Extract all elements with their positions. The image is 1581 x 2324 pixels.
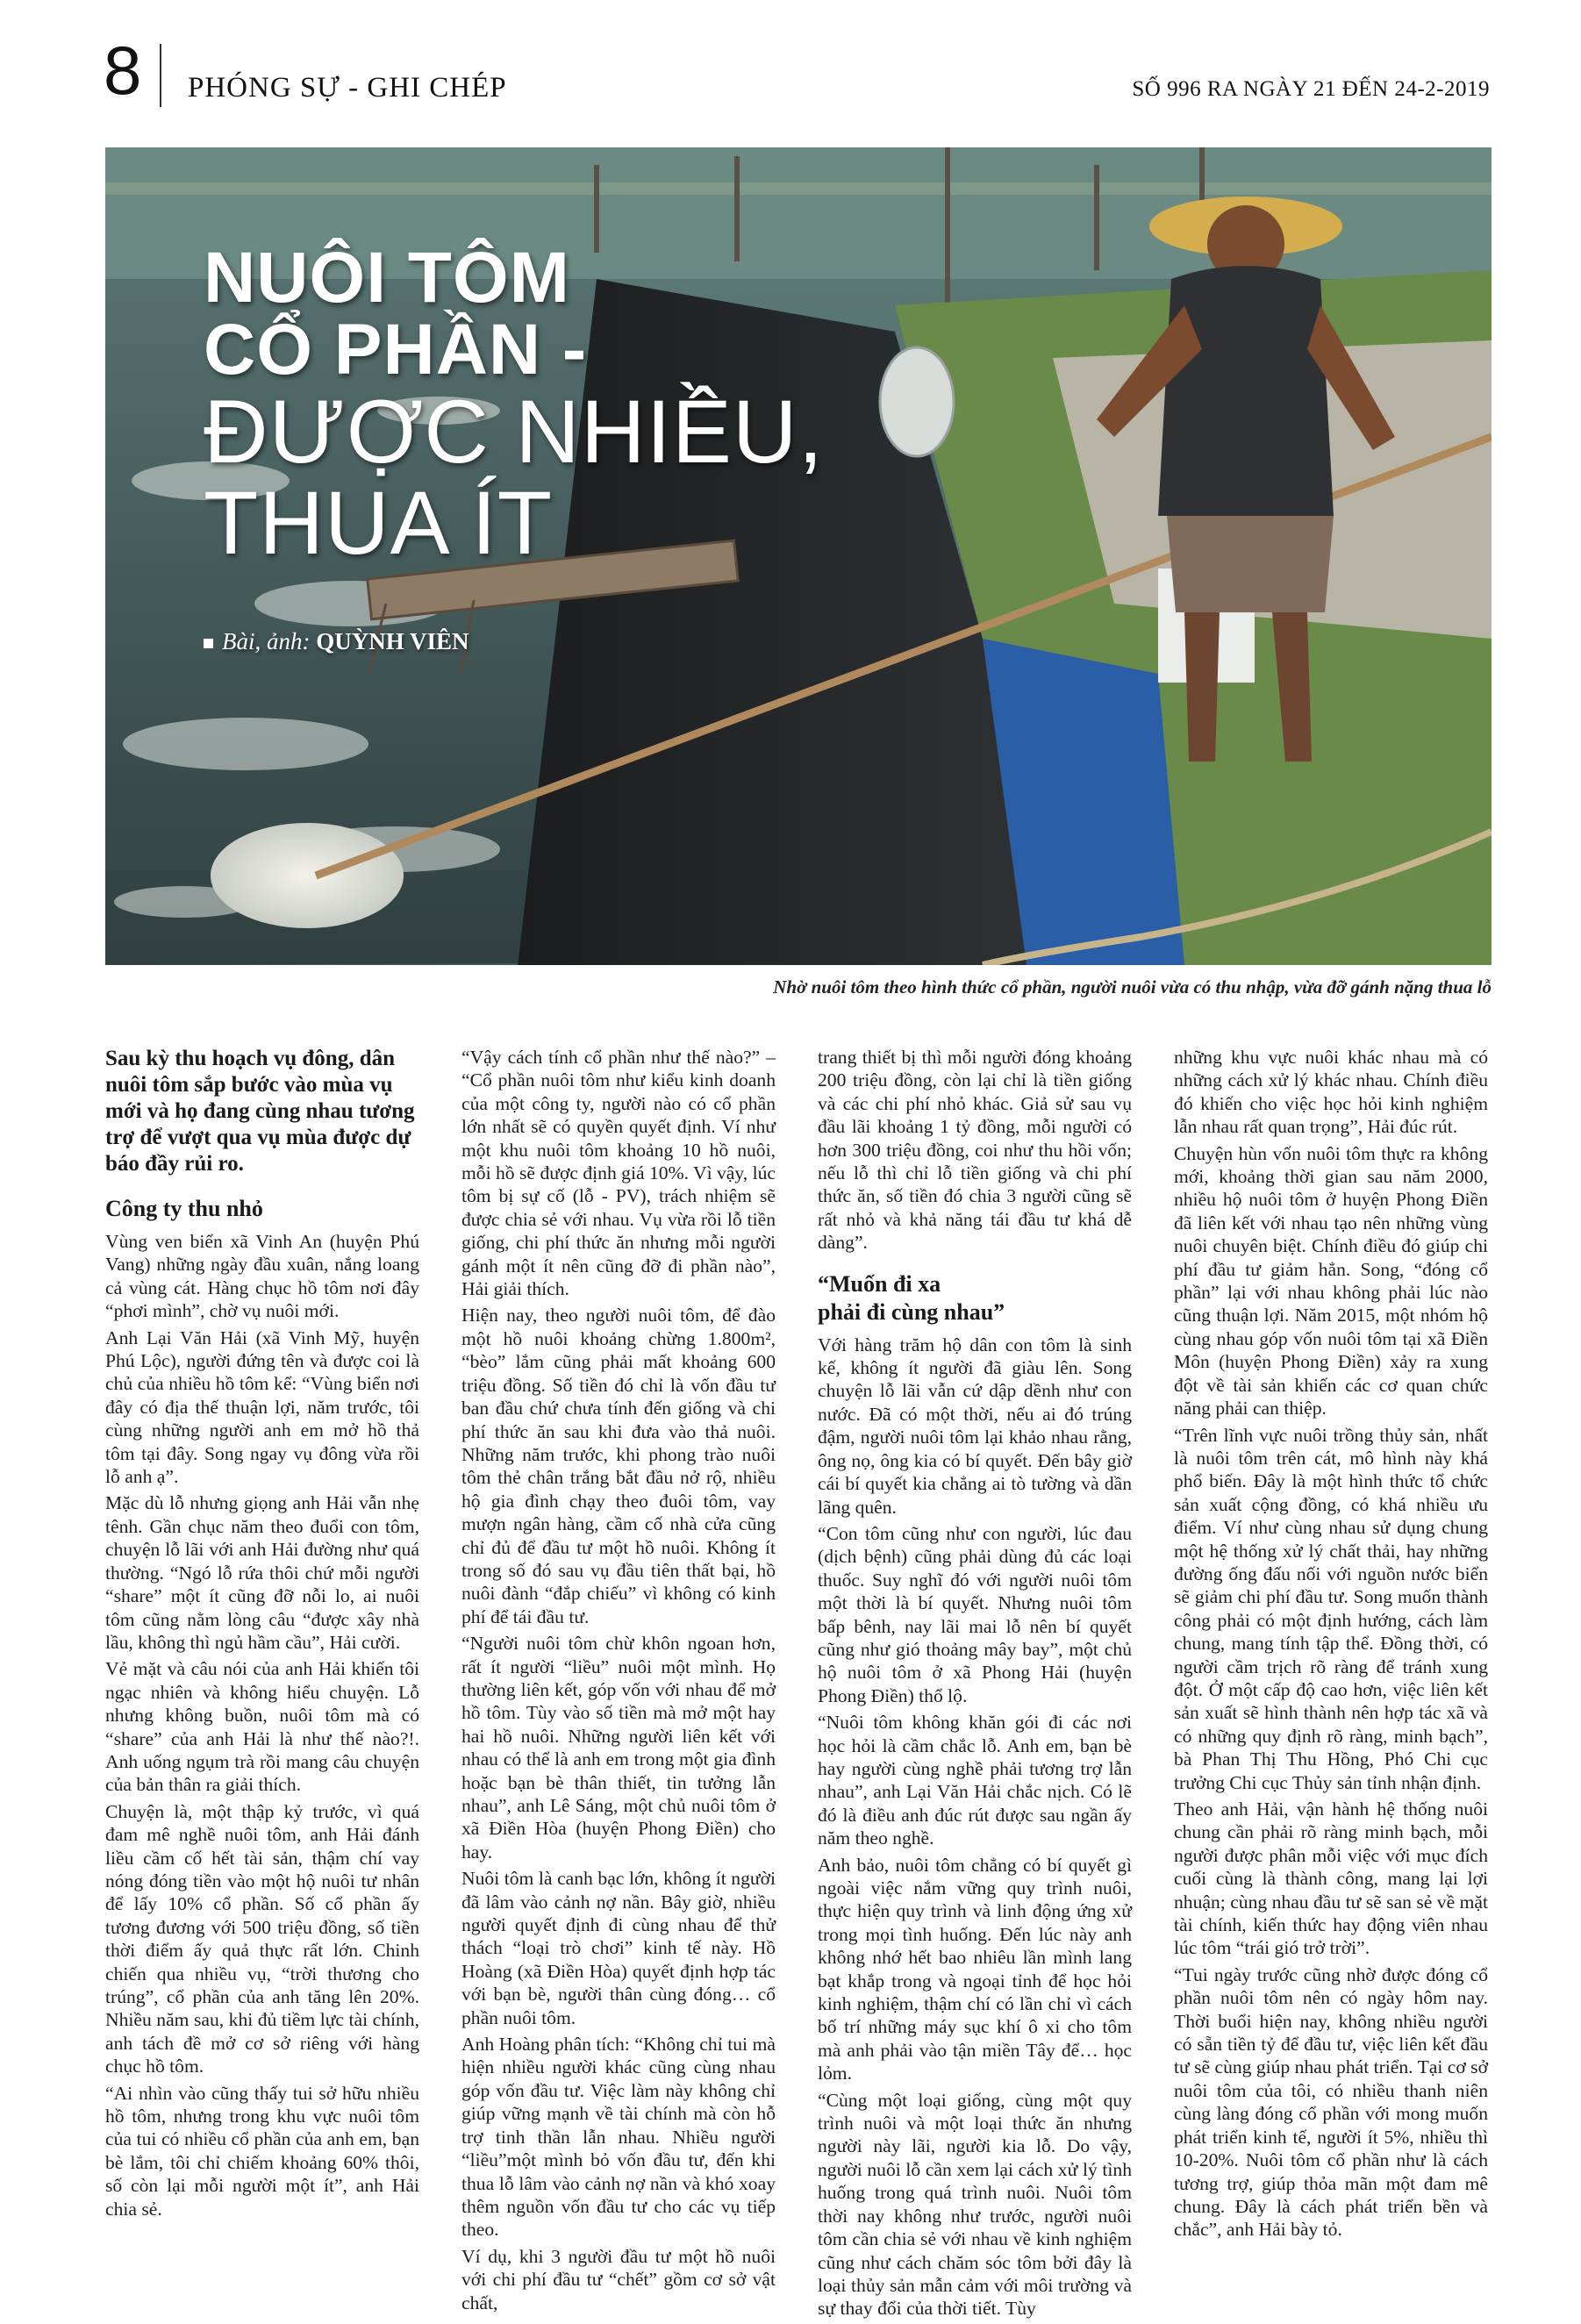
paragraph: “Nuôi tôm không khăn gói đi các nơi học hỏi là cầm chắc lỗ. Anh em, bạn bè hay người cùng nghề phải tương trợ lẫn nhau”, anh Lại Văn Hải chắc nịch. Có lẽ đó là điều anh đúc rút được sau ngần ấy năm theo nghề. bbox=[818, 1712, 1132, 1849]
article-lede: Sau kỳ thu hoạch vụ đông, dân nuôi tôm sắp bước vào mùa vụ mới và họ đang cùng nhau tương trợ để vượt qua vụ mùa được dự báo đầy rủi ro. bbox=[105, 1047, 415, 1176]
headline-line-2: CỔ PHẦN - bbox=[204, 310, 588, 390]
paragraph: Ví dụ, khi 3 người đầu tư một hồ nuôi với chi phí đầu tư “chết” gồm cơ sở vật chất, bbox=[461, 2245, 776, 2313]
paragraph: Anh bảo, nuôi tôm chẳng có bí quyết gì ngoài việc nắm vững quy trình nuôi, thực hiện quy trình và linh động ứng xử trong mọi tình huống. Đến lúc này anh không nhớ hết bao nhiêu lần mình lang bạt khắp trong và ngoại tỉnh để học hỏi kinh nghiệm, thậm chí có lần chỉ vì cách bố trí những máy sục khí ô xi cho tôm mà anh phải vào tận miền Tây để… học lỏm. bbox=[818, 1854, 1132, 2084]
paragraph: “Người nuôi tôm chừ khôn ngoan hơn, rất ít người “liều” nuôi một mình. Họ thường liên kết, góp vốn với nhau để mở hồ tôm. Tùy vào số tiền mà mở một hay hai hồ nuôi. Những người liên kết với nhau có thể là anh em trong một gia đình hoặc bạn bè thân thiết, tin tưởng lẫn nhau”, anh Lê Sáng, một chủ nuôi tôm ở xã Điền Hòa (huyện Phong Điền) cho hay. bbox=[461, 1633, 776, 1863]
header-divider bbox=[160, 44, 161, 107]
page-header bbox=[104, 26, 1490, 114]
byline-author: QUỲNH VIÊN bbox=[316, 628, 469, 654]
subhead-line-1: “Muốn đi xa bbox=[818, 1270, 941, 1297]
paragraph: trang thiết bị thì mỗi người đóng khoảng 200 triệu đồng, còn lại chỉ là tiền giống và các chi phí nhỏ khác. Giả sử sau vụ đầu lãi khoảng 1 tỷ đồng, mỗi người có hơn 300 triệu đồng, coi như thu hồi vốn; nếu lỗ thì chỉ lỗ tiền giống và chi phí thức ăn, số tiền đó chia 3 người cũng sẽ rất nhỏ và khả năng tái đầu tư khá dễ dàng”. bbox=[818, 1047, 1132, 1254]
subhead-cong-ty-thu-nho: Công ty thu nhỏ bbox=[105, 1196, 263, 1221]
hero-photo bbox=[105, 147, 1492, 965]
paragraph: Vùng ven biển xã Vinh An (huyện Phú Vang) những ngày đầu xuân, nắng loang cả vùng cát. Hàng chục hồ tôm nơi đây “phơi mình”, chờ vụ nuôi mới. bbox=[105, 1231, 419, 1322]
byline-prefix: Bài, ảnh: bbox=[222, 628, 311, 654]
square-bullet-icon bbox=[204, 639, 213, 648]
subhead-muon-di-xa bbox=[818, 1270, 1132, 1326]
paragraph: “Con tôm cũng như con người, lúc đau (dịch bệnh) cũng phải dùng đủ các loại thuốc. Suy nghĩ đó với người nuôi tôm một thời là bí quyết. Nhưng nuôi tôm bấp bênh, nay lãi mai lỗ nên bí quyết cũng như gió thoảng mây bay”, một chủ hộ nuôi tôm ở xã Phong Hải (huyện Phong Điền) thổ lộ. bbox=[818, 1522, 1132, 1706]
headline-line-1: NUÔI TÔM bbox=[204, 238, 570, 318]
headline bbox=[204, 238, 824, 573]
paragraph: Chuyện hùn vốn nuôi tôm thực ra không mới, khoảng thời gian sau năm 2000, nhiều hộ nuôi tôm ở huyện Phong Điền đã liên kết với nhau tạo nên những vùng nuôi chuyên biệt. Chính điều đó giúp chi phí đầu tư giảm hẳn. Song, “đóng cổ phần” lại với nhau không phải lúc nào cũng thuận lợi. Năm 2015, một nhóm hộ cùng nhau góp vốn nuôi tôm tại xã Điền Môn (huyện Phong Điền) xảy ra xung đột về tài sản khiến các cơ quan chức năng phải can thiệp. bbox=[1174, 1142, 1488, 1419]
paragraph: Hiện nay, theo người nuôi tôm, để đào một hồ nuôi khoảng chừng 1.800m², “bèo” lắm cũng phải mất khoảng 600 triệu đồng. Số tiền đó chỉ là vốn đầu tư ban đầu chứ chưa tính đến giống và chi phí thức ăn sau khi đưa vào thả nuôi. Những năm trước, khi phong trào nuôi tôm thẻ chân trắng bắt đầu nở rộ, nhiều hộ gia đình chạy theo đuôi tôm, vay mượn ngân hàng, cầm cố nhà cửa cũng chỉ đủ để đầu tư một hồ nuôi. Không ít trong số đó sau vụ đầu tiên thất bại, hồ nuôi đành “đắp chiếu” vì không có kinh phí để tái đầu tư. bbox=[461, 1305, 776, 1627]
headline-line-3: ĐƯỢC NHIỀU, bbox=[204, 382, 824, 482]
article-column-4 bbox=[1174, 1046, 1488, 2245]
article-column-1 bbox=[105, 1046, 419, 2224]
paragraph: Chuyện là, một thập kỷ trước, vì quá đam mê nghề nuôi tôm, anh Hải đánh liều cầm cố hết tài sản, thậm chí vay nóng đóng tiền vào một hộ nuôi tư nhân để lấy 10% cổ phần. Số cổ phần ấy tương đương với 500 triệu đồng, số tiền thời điểm ấy quả thực rất lớn. Chinh chiến qua nhiều vụ, “trời thương cho trúng”, cổ phần của anh tăng lên 20%. Nhiều năm sau, khi đủ tiềm lực tài chính, anh tách đề mở cơ sở riêng với hàng chục hồ tôm. bbox=[105, 1800, 419, 2077]
byline bbox=[204, 628, 469, 655]
paragraph: Anh Lại Văn Hải (xã Vinh Mỹ, huyện Phú Lộc), người đứng tên và được coi là chủ của nhiều hồ tôm kể: “Vùng biển nơi đây có địa thế thuận lợi, năm trước, tôi cùng những người anh em mở hồ thả tôm tại đây. Song ngay vụ đông vừa rồi lỗ anh ạ”. bbox=[105, 1326, 419, 1488]
headline-line-4: THUA ÍT bbox=[204, 473, 554, 573]
paragraph: Vẻ mặt và câu nói của anh Hải khiến tôi ngạc nhiên và không hiểu chuyện. Lỗ nhưng không buồn, nuôi tôm mà có “share” của anh Hải là như thế nào?!. Anh uống ngụm trà rồi mang câu chuyện của bản thân ra giải thích. bbox=[105, 1658, 419, 1796]
paragraph: “Cùng một loại giống, cùng một quy trình nuôi và một loại thức ăn nhưng người này lãi, người kia lỗ. Do vậy, người nuôi lỗ cần xem lại cách xử lý tình huống trong quá trình nuôi. Nuôi tôm thời nay không như trước, người nuôi tôm cần chia sẻ với nhau về kinh nghiệm cũng như cách chăm sóc tôm bởi đây là loại thủy sản mẫn cảm với môi trường và sự thay đổi của thời tiết. Tùy bbox=[818, 2089, 1132, 2320]
paragraph: Với hàng trăm hộ dân con tôm là sinh kế, không ít người đã giàu lên. Song chuyện lỗ lãi vẫn cứ dập dềnh như con nước. Đã có một thời, nếu ai đó trúng đậm, người nuôi tôm lại khảo nhau rằng, ông nọ, ông kia có bí quyết. Đến bây giờ cái bí quyết kia chẳng ai tò tường và dần lãng quên. bbox=[818, 1334, 1132, 1518]
aerator-fan bbox=[880, 347, 954, 456]
article-column-3 bbox=[818, 1046, 1132, 2324]
paragraph: Theo anh Hải, vận hành hệ thống nuôi chung cần phải rõ ràng minh bạch, mỗi người được phân mỗi việc với mục đích cuối cùng là thành công, mang lại lợi nhuận; cùng nhau đầu tư sẽ san sẻ về mặt tài chính, kiến thức hay động viên nhau lúc tôm “trái gió trở trời”. bbox=[1174, 1798, 1488, 1959]
article-body bbox=[105, 1046, 1492, 2320]
paragraph: “Vậy cách tính cổ phần như thế nào?” – “Cổ phần nuôi tôm như kiểu kinh doanh của một công ty, người nào có cổ phần lớn nhất sẽ có quyền quyết định. Ví như một khu nuôi tôm khoảng 10 hồ nuôi, mỗi hồ sẽ được định giá 10%. Vì vậy, lúc tôm bị sự cố (lỗ - PV), trách nhiệm sẽ được chia sẻ với nhau. Vụ vừa rồi lỗ tiền giống, chi phí thức ăn nhưng mỗi người gánh một ít nên cũng đỡ đi phần nào”, Hải giải thích. bbox=[461, 1047, 776, 1300]
section-title: PHÓNG SỰ - GHI CHÉP bbox=[188, 72, 507, 104]
paragraph: “Trên lĩnh vực nuôi trồng thủy sản, nhất là nuôi tôm trên cát, mô hình này khá phổ biến. Đây là một hình thức tổ chức sản xuất cộng đồng, có khá nhiều ưu điểm. Ví như cùng nhau sử dụng chung một hệ thống xử lý chất thải, hay những đường ống đấu nối với nguồn nước biển sẽ giảm chi phí đầu tư. Song muốn thành công phải có một định hướng, cách làm chung, mang tính tập thể. Đồng thời, có người cầm trịch rõ ràng để tránh xung đột. Ở một cấp độ cao hơn, việc liên kết sản xuất sẽ hình thành nên hợp tác xã và có những quy định rõ ràng, minh bạch”, bà Phan Thị Thu Hồng, Phó Chi cục trưởng Chi cục Thủy sản tỉnh nhận định. bbox=[1174, 1424, 1488, 1793]
paragraph: Mặc dù lỗ nhưng giọng anh Hải vẫn nhẹ tênh. Gần chục năm theo đuổi con tôm, chuyện lỗ lãi với anh Hải đường như quá thường. “Ngó lỗ rứa thôi chứ mỗi người “share” một ít cũng đỡ nỗi lo, ai nuôi tôm cũng nằm lòng câu “được xây nhà lầu, không thì ngủ hầm cầu”, Hải cười. bbox=[105, 1492, 419, 1653]
paragraph: “Ai nhìn vào cũng thấy tui sở hữu nhiều hồ tôm, nhưng trong khu vực nuôi tôm của tui có nhiều cổ phần của anh em, bạn bè lắm, tôi chỉ chiếm khoảng 60% thôi, số còn lại mỗi người một ít”, anh Hải chia sẻ. bbox=[105, 2082, 419, 2220]
paragraph: Anh Hoàng phân tích: “Không chỉ tui mà hiện nhiều người khác cũng cùng nhau góp vốn đầu tư. Việc làm này không chỉ giúp vững mạnh về tài chính mà còn hỗ trợ tinh thần lẫn nhau. Nhiều người “liều”một mình bỏ vốn đầu tư, đến khi thua lỗ lâm vào cảnh nợ nần và khó xoay thêm nguồn vốn đầu tư cho các vụ tiếp theo. bbox=[461, 2034, 776, 2241]
photo-caption: Nhờ nuôi tôm theo hình thức cổ phần, người nuôi vừa có thu nhập, vừa đỡ gánh nặng thua lỗ bbox=[773, 976, 1492, 998]
article-column-2 bbox=[461, 1046, 776, 2318]
issue-info: SỐ 996 RA NGÀY 21 ĐẾN 24-2-2019 bbox=[1132, 77, 1490, 101]
paragraph: “Tui ngày trước cũng nhờ được đóng cổ phần nuôi tôm nên có ngày hôm nay. Thời buổi hiện nay, không nhiều người có sẵn tiền tỷ để đầu tư, việc liên kết đầu tư sẽ cùng giúp nhau phát triển. Tại cơ sở nuôi tôm của tôi, có nhiều thanh niên cùng làng đóng cổ phần với mong muốn phát triển kinh tế, người ít 5%, nhiều thì 10-20%. Nuôi tôm cổ phần như là cách tương trợ, giúp thỏa mãn một đam mê chung. Đây là cách phát triển bền và chắc”, anh Hải bày tỏ. bbox=[1174, 1963, 1488, 2241]
page-number: 8 bbox=[104, 32, 142, 109]
paragraph: những khu vực nuôi khác nhau mà có những cách xử lý khác nhau. Chính điều đó khiến cho việc học hỏi kinh nghiệm lẫn nhau rất quan trọng”, Hải đúc rút. bbox=[1174, 1047, 1488, 1138]
subhead-line-2: phải đi cùng nhau” bbox=[818, 1298, 1005, 1325]
paragraph: Nuôi tôm là canh bạc lớn, không ít người đã lâm vào cảnh nợ nần. Bây giờ, nhiều người quyết định đi cùng nhau để thử thách “loại trò chơi” kinh tế này. Hồ Hoàng (xã Điền Hòa) quyết định hợp tác với bạn bè, người thân cùng đóng… cổ phần nuôi tôm. bbox=[461, 1868, 776, 2028]
foam-patch bbox=[211, 823, 404, 928]
